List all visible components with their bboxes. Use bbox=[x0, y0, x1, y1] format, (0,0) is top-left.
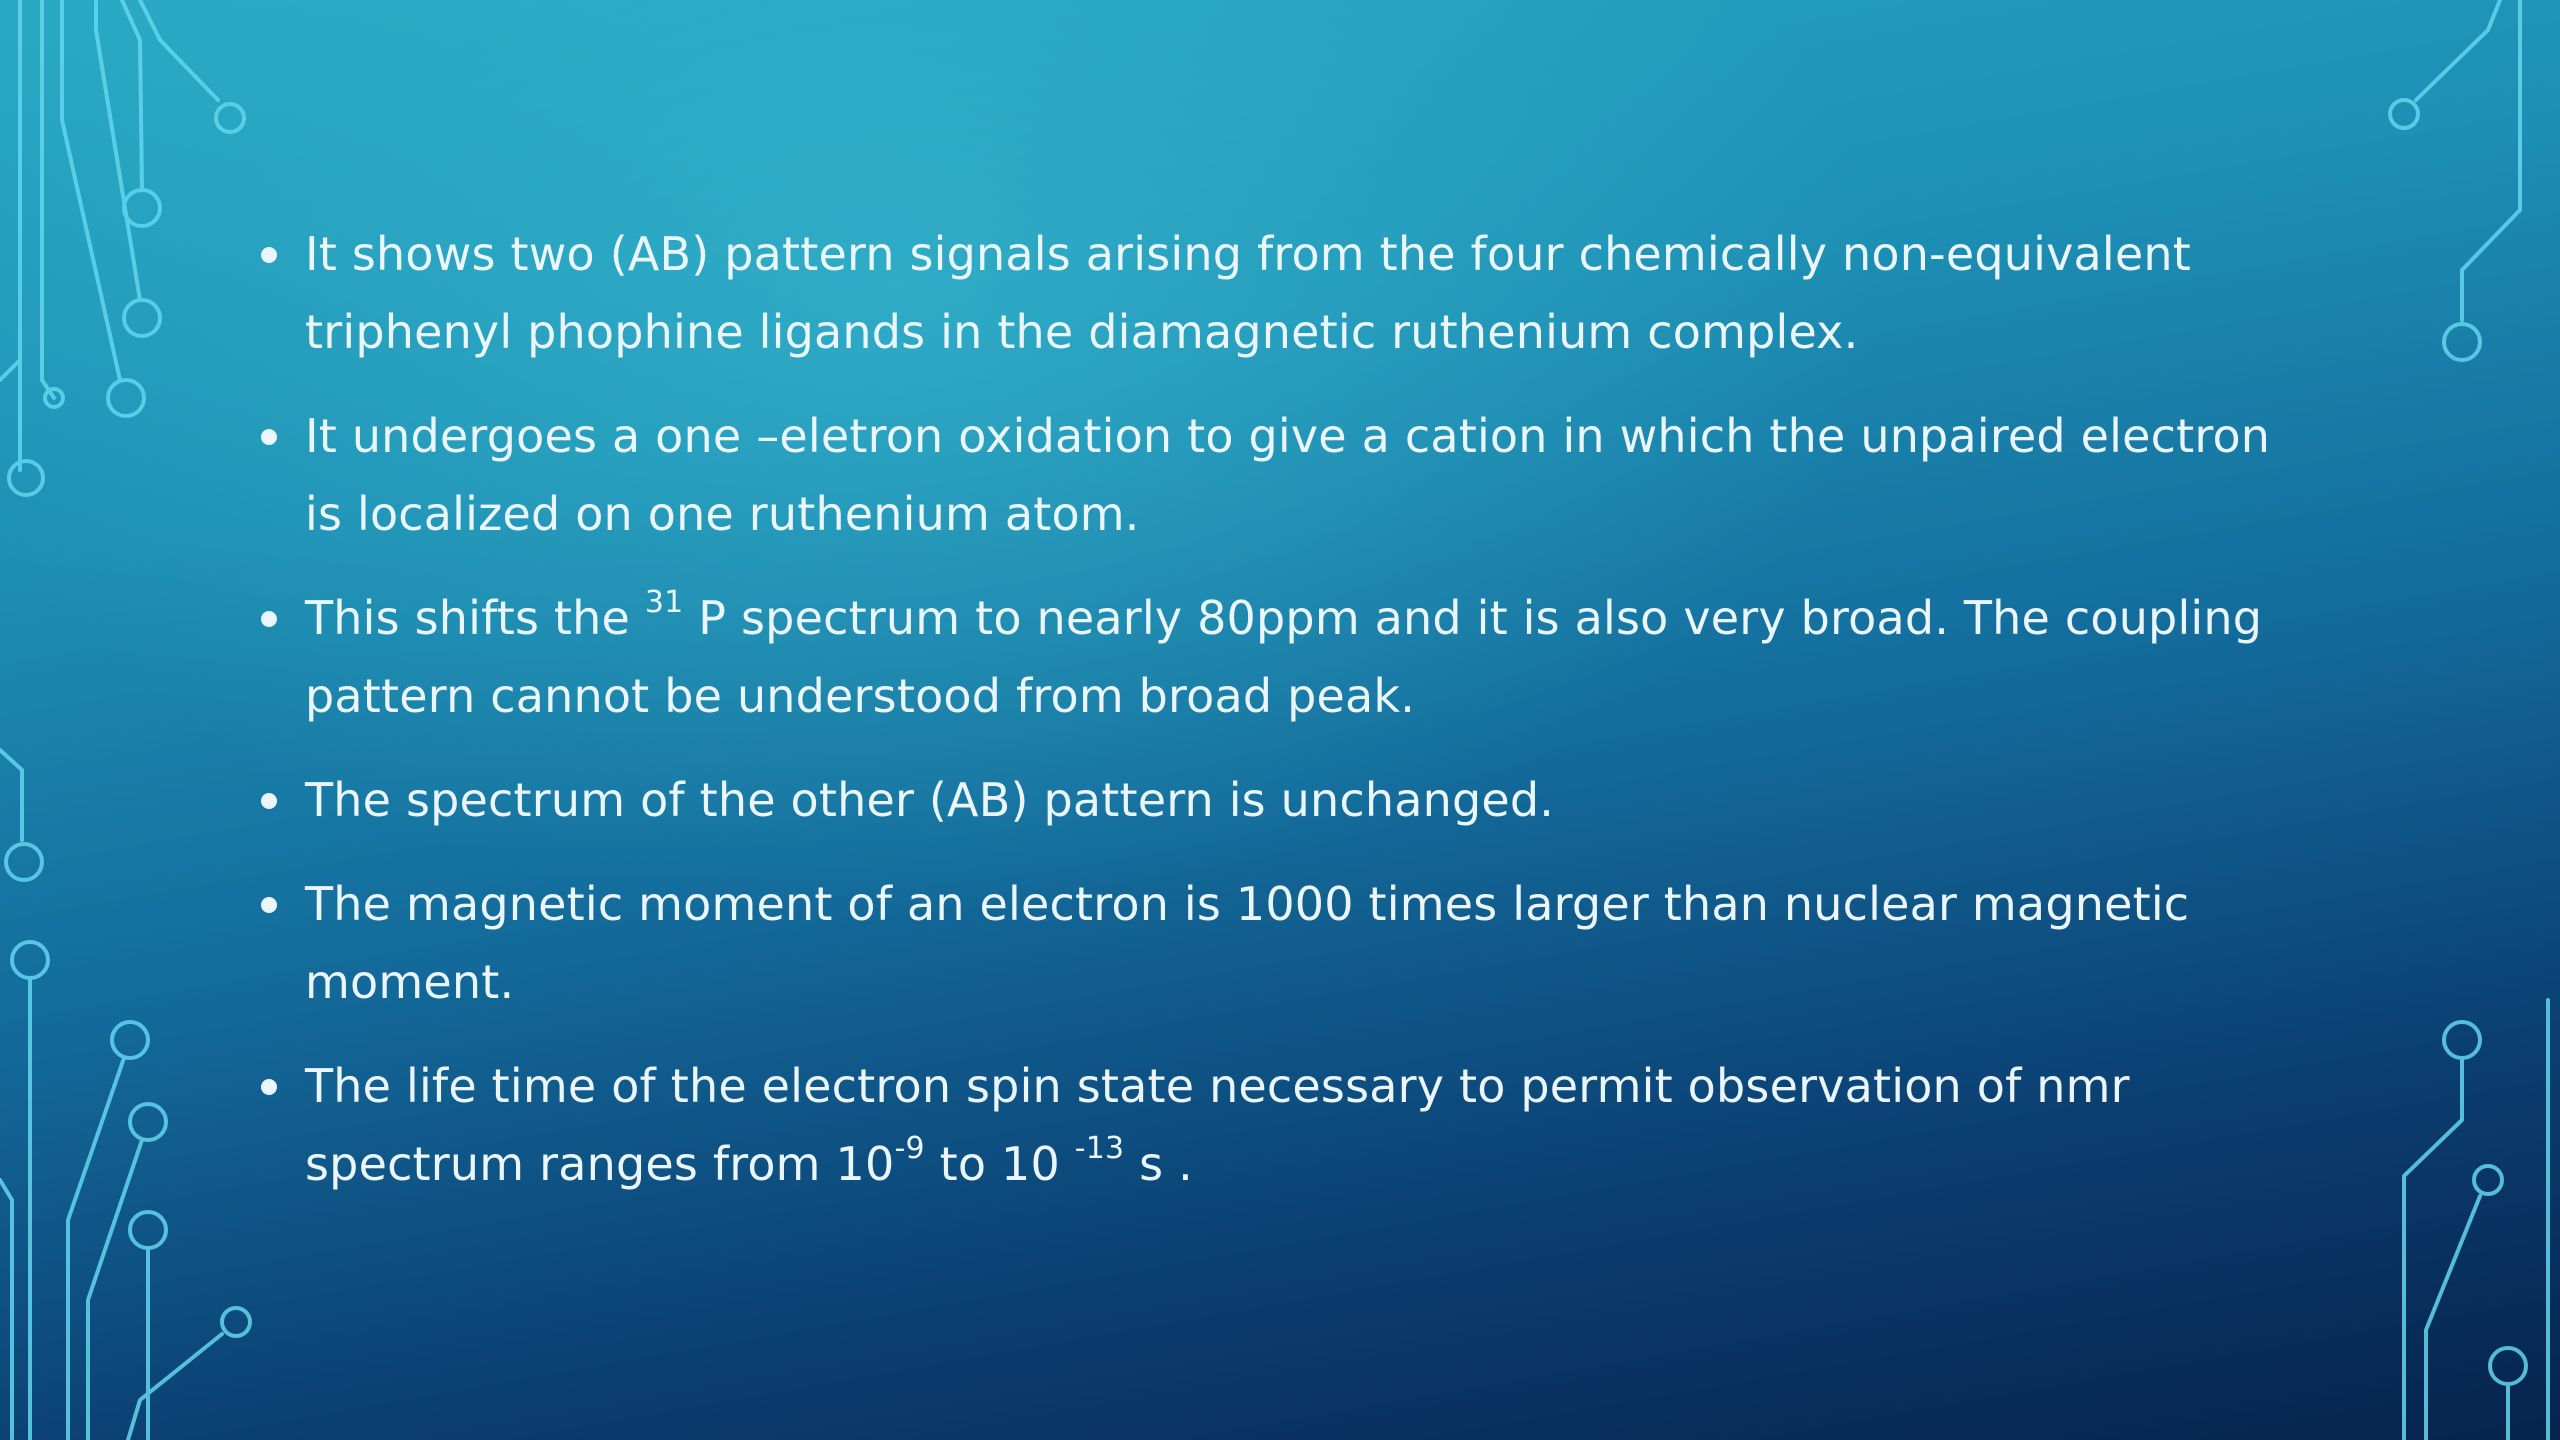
bullet-text: It undergoes a one –eletron oxidation to give a cation in which the unpaired electron is localized on one ruthenium atom. bbox=[305, 409, 2271, 541]
bullet-text-end: s . bbox=[1124, 1137, 1193, 1191]
bullet-dot-icon bbox=[261, 429, 277, 445]
bullet-item-3 bbox=[255, 579, 2315, 735]
bullet-dot-icon bbox=[261, 897, 277, 913]
circuit-top-left bbox=[0, 0, 244, 495]
bullet-text-start: This shifts the bbox=[305, 591, 645, 645]
bullet-dot-icon bbox=[261, 793, 277, 809]
bullet-text: It shows two (AB) pattern signals arising from the four chemically non-equivalent triphenyl phophine ligands in the diamagnetic ruthenium complex. bbox=[305, 227, 2191, 359]
bullet-list bbox=[255, 215, 2315, 1229]
exponent-superscript-2: -13 bbox=[1074, 1130, 1125, 1166]
bullet-item-1 bbox=[255, 215, 2315, 371]
bullet-item-2 bbox=[255, 397, 2315, 553]
bullet-dot-icon bbox=[261, 611, 277, 627]
bullet-text-start: The life time of the electron spin state necessary to permit observation of nmr spectrum ranges from 10 bbox=[305, 1059, 2130, 1191]
circuit-bottom-left bbox=[0, 942, 250, 1440]
bullet-dot-icon bbox=[261, 1079, 277, 1095]
bullet-text-end: P spectrum to nearly 80ppm and it is also very broad. The coupling pattern cannot be understood from broad peak. bbox=[305, 591, 2263, 723]
circuit-left-middle bbox=[0, 750, 42, 880]
bullet-text-middle: to 10 bbox=[924, 1137, 1075, 1191]
exponent-superscript-1: -9 bbox=[894, 1130, 925, 1166]
bullet-text: The magnetic moment of an electron is 1000 times larger than nuclear magnetic moment. bbox=[305, 877, 2190, 1009]
circuit-top-right bbox=[2390, 0, 2520, 360]
bullet-item-4 bbox=[255, 761, 2315, 839]
isotope-superscript: 31 bbox=[644, 584, 684, 620]
bullet-item-6 bbox=[255, 1047, 2315, 1203]
bullet-dot-icon bbox=[261, 247, 277, 263]
bullet-text: The spectrum of the other (AB) pattern is unchanged. bbox=[305, 773, 1555, 827]
circuit-bottom-right bbox=[2404, 1000, 2548, 1440]
bullet-item-5 bbox=[255, 865, 2315, 1021]
